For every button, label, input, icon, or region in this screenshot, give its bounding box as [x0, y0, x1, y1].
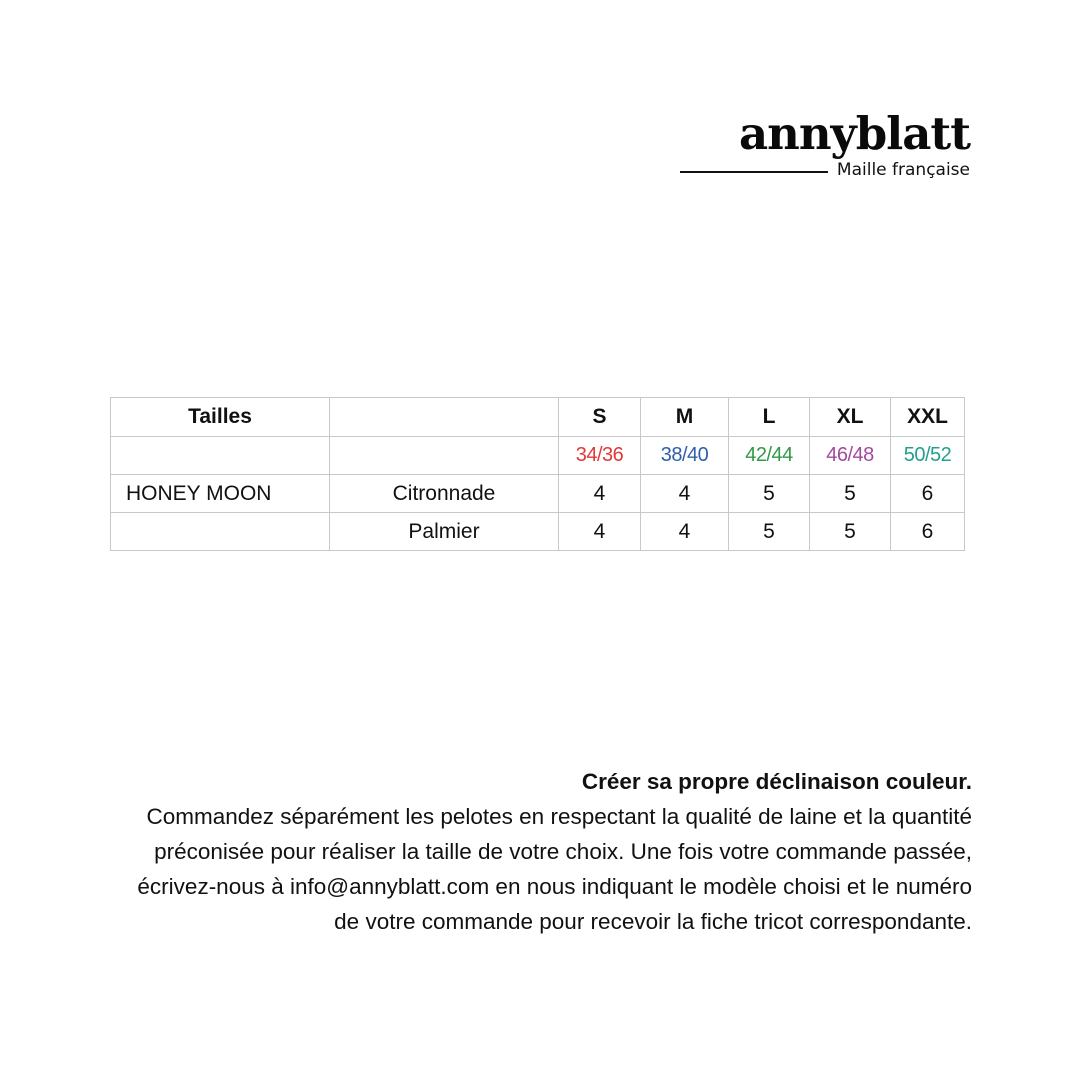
quantity-xxl: 6	[891, 475, 965, 513]
eu-size-m: 38/40	[641, 437, 729, 475]
size-header-l: L	[729, 398, 810, 437]
size-table	[110, 397, 965, 551]
size-header-xxl: XXL	[891, 398, 965, 437]
quantity-m: 4	[641, 513, 729, 551]
quantity-xxl: 6	[891, 513, 965, 551]
eu-size-row	[111, 437, 965, 475]
logo-divider-line	[680, 171, 828, 173]
model-name	[111, 513, 330, 551]
empty-cell	[330, 437, 559, 475]
eu-size-l: 42/44	[729, 437, 810, 475]
eu-size-xl: 46/48	[810, 437, 891, 475]
info-title: Créer sa propre déclinaison couleur.	[581, 769, 972, 794]
quantity-s: 4	[559, 513, 641, 551]
empty-header-cell	[330, 398, 559, 437]
quantity-m: 4	[641, 475, 729, 513]
brand-logo	[680, 108, 970, 184]
quantity-s: 4	[559, 475, 641, 513]
colorway-name: Citronnade	[330, 475, 559, 513]
colorway-name: Palmier	[330, 513, 559, 551]
eu-size-xxl: 50/52	[891, 437, 965, 475]
size-header-xl: XL	[810, 398, 891, 437]
info-body: Commandez séparément les pelotes en respectant la qualité de laine et la quantité préconisée pour réaliser la taille de votre choix. Une fois votre commande passée, écrivez-nous à info@annyblatt.com en nous indiquant le modèle choisi et le numéro de votre commande pour recevoir la fiche tricot correspondante.	[137, 804, 972, 934]
table-header-row	[111, 398, 965, 437]
empty-cell	[111, 437, 330, 475]
table-row	[111, 475, 965, 513]
table-row	[111, 513, 965, 551]
quantity-xl: 5	[810, 475, 891, 513]
brand-tagline: Maille française	[836, 160, 970, 180]
size-header-s: S	[559, 398, 641, 437]
quantity-xl: 5	[810, 513, 891, 551]
quantity-l: 5	[729, 475, 810, 513]
eu-size-s: 34/36	[559, 437, 641, 475]
sizes-header-label: Tailles	[111, 398, 330, 437]
custom-colorway-info	[112, 764, 972, 939]
brand-wordmark: annyblatt	[738, 107, 970, 160]
quantity-l: 5	[729, 513, 810, 551]
model-name: HONEY MOON	[111, 475, 330, 513]
size-header-m: M	[641, 398, 729, 437]
